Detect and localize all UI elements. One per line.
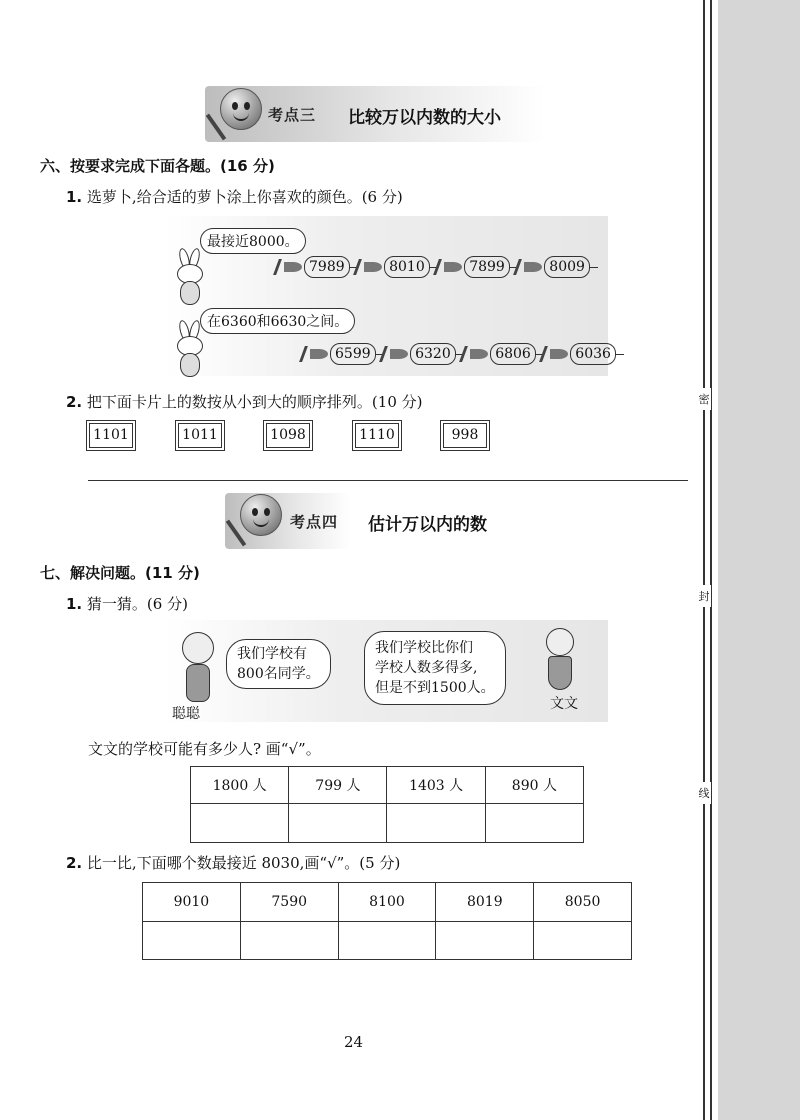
option-cell: 1403 人 [387,767,485,804]
question-text: 比一比,下面哪个数最接近 8030,画“√”。(5 分) [86,854,401,872]
check-cell[interactable] [240,922,338,960]
page-number: 24 [344,1033,364,1051]
question-text: 选萝卜,给合适的萝卜涂上你喜欢的颜色。(6 分) [86,188,403,206]
speech-line: 800名同学。 [237,666,320,682]
carrot-icon [470,349,488,359]
carrot-icon [550,349,568,359]
answer-table [190,766,584,843]
answer-table [142,882,632,960]
margin-label-line: 线 [697,782,711,804]
section-heading: 七、解决问题。(11 分) [40,564,200,582]
question-number: 2. [66,854,83,872]
speech-line: 学校人数多得多, [375,660,478,676]
question-text: 猜一猜。(6 分) [86,595,188,613]
topic-title: 比较万以内数的大小 [348,108,501,128]
option-cell: 8100 [338,883,436,922]
question-text: 把下面卡片上的数按从小到大的顺序排列。(10 分) [86,393,423,411]
smiley-icon [240,494,282,536]
carrot-number[interactable]: 7899 [464,256,510,278]
smiley-icon [220,88,262,130]
margin-label-seal: 密 [697,388,711,410]
speech-line: 我们学校比你们 [375,640,473,656]
carrot-number[interactable]: 6806 [490,343,536,365]
carrot-icon [444,262,462,272]
check-cell[interactable] [436,922,534,960]
rabbit-icon [172,248,208,304]
carrot-icon [390,349,408,359]
rabbit-speech: 最接近8000。 [200,228,306,254]
option-cell: 7590 [240,883,338,922]
number-card: 1011 [178,423,222,448]
speech-line: 我们学校有 [237,646,307,662]
margin-line [703,0,705,1120]
carrot-number[interactable]: 8009 [544,256,590,278]
carrot-number[interactable]: 6036 [570,343,616,365]
question-number: 1. [66,595,83,613]
section-heading: 六、按要求完成下面各题。(16 分) [40,157,275,175]
check-cell[interactable] [534,922,632,960]
question-number: 2. [66,393,83,411]
check-cell[interactable] [338,922,436,960]
carrot-chain [282,256,598,278]
number-card: 1110 [355,423,399,448]
carrot-icon [524,262,542,272]
number-card: 1098 [266,423,310,448]
topic-badge: 考点三 [268,106,317,124]
carrot-number[interactable]: 6599 [330,343,376,365]
option-cell: 1800 人 [191,767,289,804]
number-card: 1101 [89,423,133,448]
question-2 [66,391,422,412]
carrot-icon [364,262,382,272]
margin-line [710,0,712,1120]
speech-line: 但是不到1500人。 [375,680,495,696]
option-cell: 8050 [534,883,632,922]
question-prompt: 文文的学校可能有多少人? 画“√”。 [88,740,321,758]
binding-margin [718,0,800,1120]
boy-name: 聪聪 [172,706,200,722]
topic-badge: 考点四 [290,513,339,531]
question-1 [66,593,188,614]
carrot-number[interactable]: 6320 [410,343,456,365]
option-cell: 890 人 [485,767,583,804]
check-cell[interactable] [143,922,241,960]
carrot-icon [310,349,328,359]
option-cell: 799 人 [289,767,387,804]
carrot-number[interactable]: 7989 [304,256,350,278]
girl-name: 文文 [550,696,578,712]
carrot-icon [284,262,302,272]
check-cell[interactable] [289,804,387,843]
rabbit-speech: 在6360和6630之间。 [200,308,355,334]
margin-label-close: 封 [697,585,711,607]
girl-speech [364,631,506,705]
topic-title: 估计万以内的数 [368,515,487,535]
question-1 [66,186,403,207]
check-cell[interactable] [191,804,289,843]
section-divider [88,480,688,481]
carrot-number[interactable]: 8010 [384,256,430,278]
boy-speech [226,639,331,689]
check-cell[interactable] [387,804,485,843]
question-2 [66,852,400,873]
check-cell[interactable] [485,804,583,843]
option-cell: 8019 [436,883,534,922]
question-number: 1. [66,188,83,206]
number-card: 998 [443,423,487,448]
option-cell: 9010 [143,883,241,922]
carrot-chain [308,343,624,365]
